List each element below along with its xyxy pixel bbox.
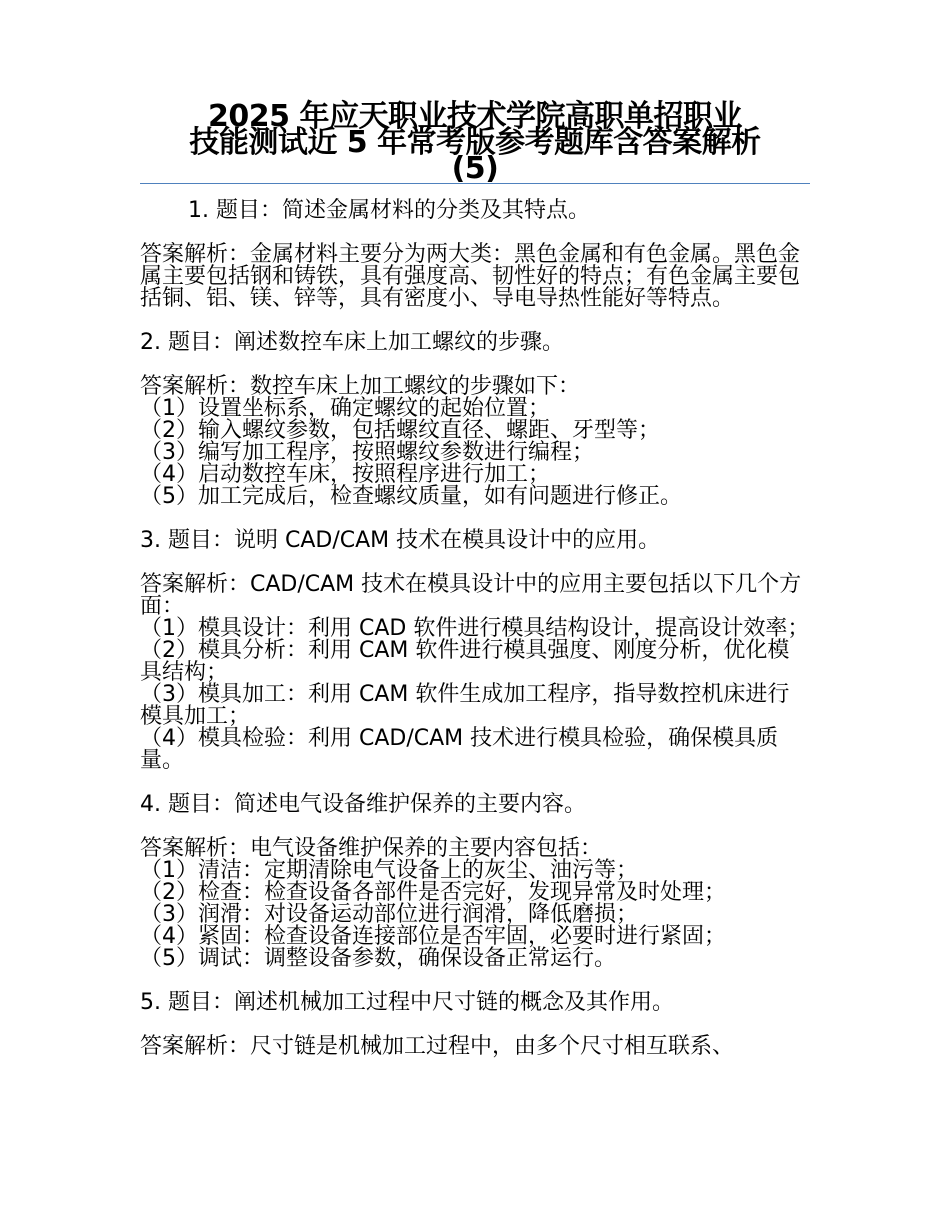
answer-line: （2）模具分析：利用 CAM 软件进行模具强度、刚度分析，优化模具结构； bbox=[140, 638, 790, 685]
answer-line: 答案解析：尺寸链是机械加工过程中，由多个尺寸相互联系、 bbox=[140, 1034, 735, 1059]
title-divider bbox=[140, 183, 810, 184]
answer-5 bbox=[140, 1036, 810, 1058]
answer-4 bbox=[140, 838, 810, 970]
answer-line: 答案解析：电气设备维护保养的主要内容包括： bbox=[140, 836, 603, 861]
question-5: 5. 题目：阐述机械加工过程中尺寸链的概念及其作用。 bbox=[140, 990, 674, 1015]
answer-line: （3）润滑：对设备运动部位进行润滑，降低磨损； bbox=[140, 902, 638, 927]
title-line-1: 2025 年应天职业技术学院高职单招职业 bbox=[208, 99, 742, 134]
answer-line: （3）模具加工：利用 CAM 软件生成加工程序，指导数控机床进行模具加工； bbox=[140, 682, 790, 729]
answer-line: （1）清洁：定期清除电气设备上的灰尘、油污等； bbox=[140, 858, 638, 883]
answer-line: （1）设置坐标系，确定螺纹的起始位置； bbox=[140, 396, 550, 421]
document-title bbox=[140, 99, 810, 186]
question-4: 4. 题目：简述电气设备维护保养的主要内容。 bbox=[140, 792, 586, 817]
answer-line: 答案解析：金属材料主要分为两大类：黑色金属和有色金属。黑色金属主要包括钢和铸铁，具有强度高、韧性好的特点；有色金属主要包括铜、铝、镁、锌等，具有密度小、导电导热性能好等特点。 bbox=[140, 242, 801, 311]
question-2: 2. 题目：阐述数控车床上加工螺纹的步骤。 bbox=[140, 330, 564, 355]
answer-line: （1）模具设计：利用 CAD 软件进行模具结构设计，提高设计效率； bbox=[140, 616, 810, 641]
answer-line: （5）加工完成后，检查螺纹质量，如有问题进行修正。 bbox=[140, 484, 682, 509]
qa-list bbox=[140, 200, 810, 1080]
answer-line: （4）紧固：检查设备连接部位是否牢固，必要时进行紧固； bbox=[140, 924, 726, 949]
answer-line: （5）调试：调整设备参数，确保设备正常运行。 bbox=[140, 946, 616, 971]
answer-2 bbox=[140, 376, 810, 508]
answer-line: 答案解析：数控车床上加工螺纹的步骤如下： bbox=[140, 374, 581, 399]
question-1: 1. 题目：简述金属材料的分类及其特点。 bbox=[188, 198, 590, 223]
question-3: 3. 题目：说明 CAD/CAM 技术在模具设计中的应用。 bbox=[140, 528, 661, 553]
answer-line: （2）检查：检查设备各部件是否完好，发现异常及时处理； bbox=[140, 880, 726, 905]
answer-line: 答案解析：CAD/CAM 技术在模具设计中的应用主要包括以下几个方面： bbox=[140, 572, 802, 619]
title-line-3: (5) bbox=[451, 151, 499, 186]
answer-1 bbox=[140, 244, 810, 310]
answer-line: （3）编写加工程序，按照螺纹参数进行编程； bbox=[140, 440, 594, 465]
title-line-2: 技能测试近 5 年常考版参考题库含答案解析 bbox=[189, 125, 761, 160]
answer-line: （4）模具检验：利用 CAD/CAM 技术进行模具检验，确保模具质量。 bbox=[140, 726, 779, 773]
answer-line: （4）启动数控车床，按照程序进行加工； bbox=[140, 462, 550, 487]
answer-3 bbox=[140, 574, 810, 772]
answer-line: （2）输入螺纹参数，包括螺纹直径、螺距、牙型等； bbox=[140, 418, 660, 443]
